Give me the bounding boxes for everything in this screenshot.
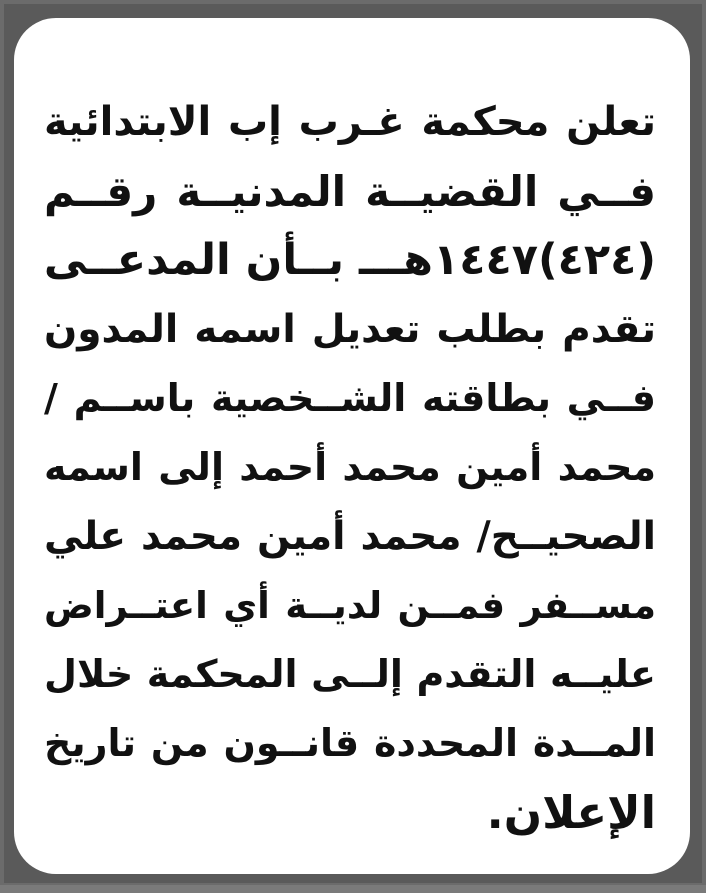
notice-line-10: المــدة المحددة قانــون من تاريخ bbox=[44, 721, 656, 765]
notice-line-1: تعلن محكمة غـرب إب الابتدائية bbox=[44, 99, 656, 145]
notice-line-5: فــي بطاقته الشــخصية باســم / bbox=[44, 376, 656, 420]
notice-text bbox=[44, 88, 656, 847]
notice-line-6: محمد أمين محمد أحمد إلى اسمه bbox=[44, 445, 656, 489]
notice-line-8: مســفر فمــن لديــة أي اعتــراض bbox=[44, 584, 656, 627]
bottom-border bbox=[0, 885, 706, 893]
notice-line-11: الإعلان. bbox=[486, 786, 656, 839]
notice-line-3: (٤٢٤)١٤٤٧هـــ بــأن المدعــى bbox=[43, 235, 656, 285]
notice-line-7: الصحيــح/ محمد أمين محمد علي bbox=[44, 514, 656, 559]
notice-line-4: تقدم بطلب تعديل اسمه المدون bbox=[44, 307, 656, 352]
notice-card bbox=[14, 18, 690, 874]
notice-line-9: عليــه التقدم إلــى المحكمة خلال bbox=[44, 652, 656, 696]
notice-line-2: فــي القضيــة المدنيــة رقــم bbox=[44, 167, 656, 216]
